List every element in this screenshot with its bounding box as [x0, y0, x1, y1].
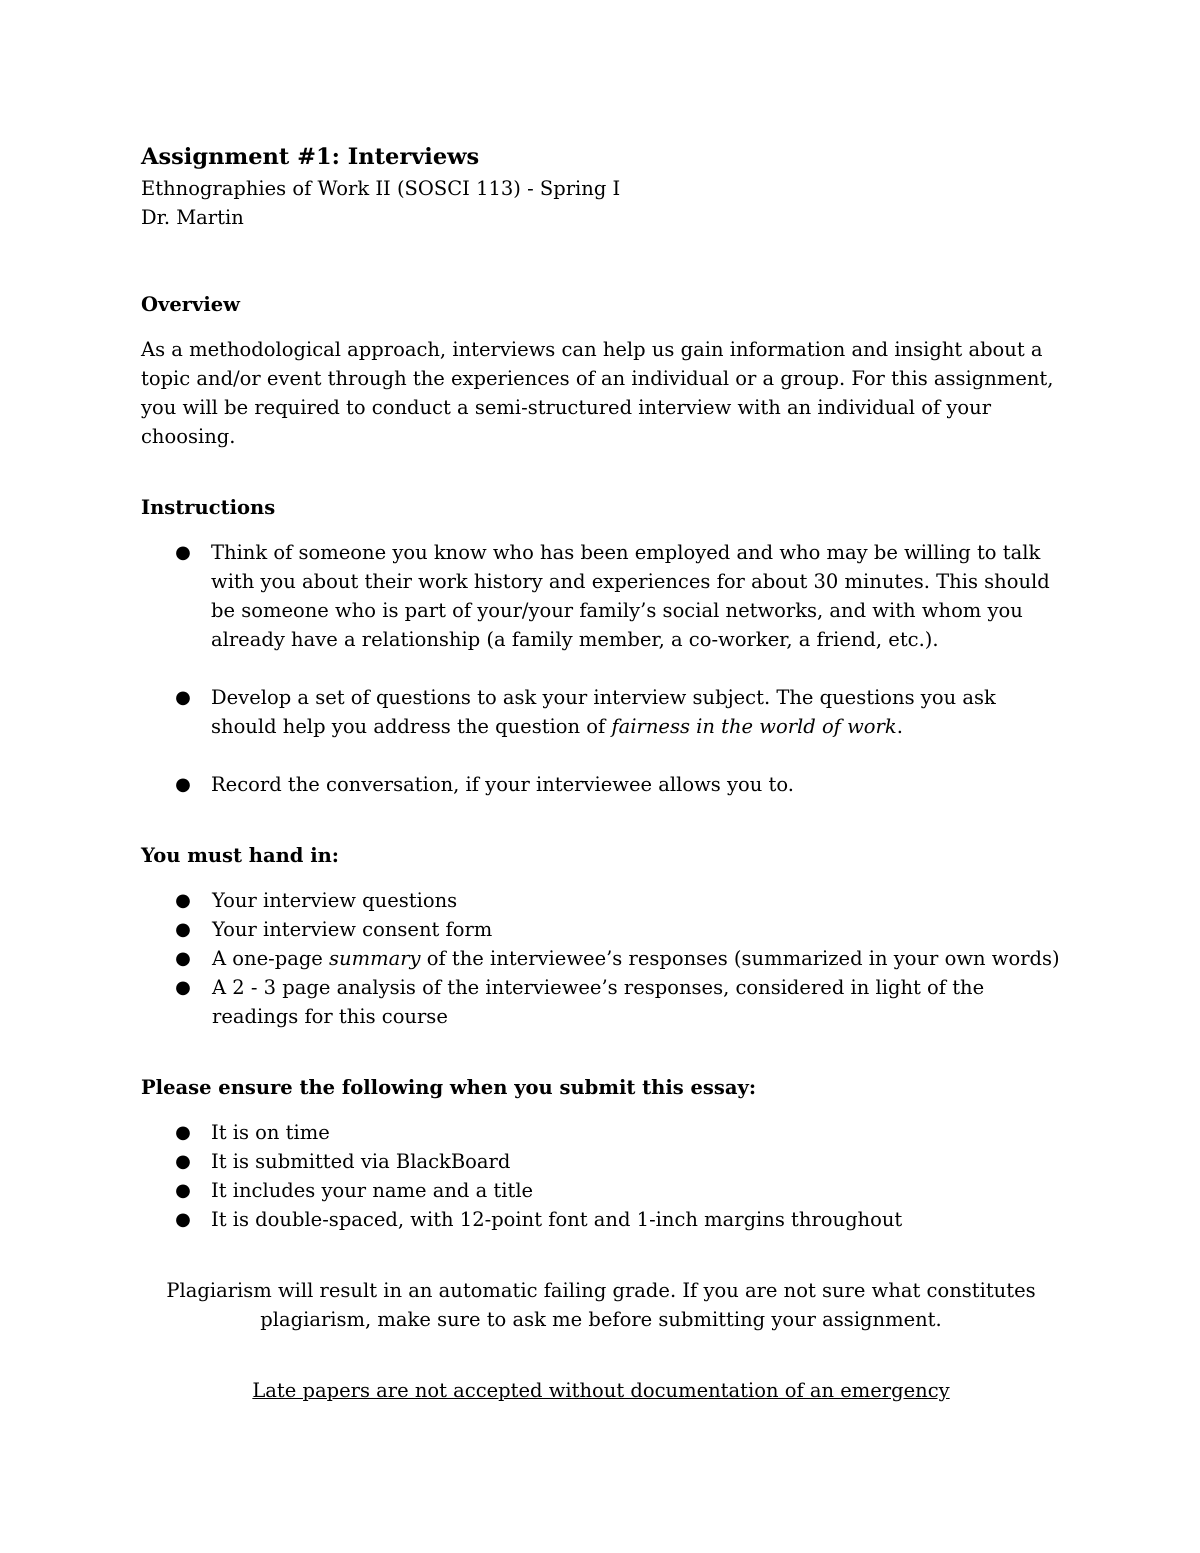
overview-heading: Overview	[141, 293, 240, 316]
instruction-text: Think of someone you know who has been employed and who may be willing to talk with you about their work history and experiences for about 30 minutes. This should be someone who is part of your/your family’s social networks, and with whom you already have a relationship (a family member, a co-worker, a friend, etc.).	[211, 541, 1050, 651]
hand-in-text-end: of the interviewee’s responses (summarized in your own words)	[420, 947, 1060, 970]
instructions-heading: Instructions	[141, 496, 276, 519]
hand-in-emphasis: summary	[329, 947, 421, 970]
list-item	[141, 973, 1061, 1031]
overview-text: As a methodological approach, interviews can help us gain information and insight about a topic and/or event through the experiences of an individual or a group. For this assignment, you will be required to conduct a semi-structured interview with an individual of your choosing.	[141, 338, 1054, 448]
ensure-text: It includes your name and a title	[211, 1179, 534, 1202]
list-item	[141, 1205, 1061, 1234]
list-item	[141, 538, 1061, 654]
bullet-icon: ●	[175, 774, 191, 795]
document-body	[141, 140, 1061, 1405]
instruction-text: Develop a set of questions to ask your interview subject. The questions you ask should help you address the question of	[211, 686, 996, 738]
list-item	[141, 683, 1061, 741]
ensure-text: It is double-spaced, with 12-point font and 1-inch margins throughout	[211, 1208, 903, 1231]
instruction-text: Record the conversation, if your interviewee allows you to.	[211, 773, 794, 796]
list-item	[141, 1176, 1061, 1205]
instruction-text-end: .	[896, 715, 903, 738]
ensure-list	[141, 1118, 1061, 1234]
assignment-title: Assignment #1: Interviews	[141, 144, 480, 170]
hand-in-heading: You must hand in:	[141, 844, 339, 867]
hand-in-text: A one-page	[212, 947, 330, 970]
bullet-icon: ●	[175, 687, 191, 708]
ensure-heading: Please ensure the following when you submit this essay:	[141, 1076, 757, 1099]
instructions-list	[141, 538, 1061, 799]
bullet-icon: ●	[175, 1209, 191, 1230]
instruction-emphasis: fairness in the world of work	[611, 715, 897, 738]
list-item	[141, 770, 1061, 799]
instructor-name: Dr. Martin	[141, 206, 244, 229]
hand-in-text: Your interview consent form	[212, 918, 493, 941]
bullet-icon: ●	[175, 948, 191, 969]
bullet-icon: ●	[175, 919, 191, 940]
ensure-text: It is on time	[211, 1121, 330, 1144]
bullet-icon: ●	[175, 542, 191, 563]
list-item	[141, 915, 1061, 944]
bullet-icon: ●	[175, 890, 191, 911]
late-policy-notice: Late papers are not accepted without documentation of an emergency	[252, 1379, 950, 1402]
list-item	[141, 1118, 1061, 1147]
bullet-icon: ●	[175, 1180, 191, 1201]
bullet-icon: ●	[175, 1122, 191, 1143]
list-item	[141, 944, 1061, 973]
bullet-icon: ●	[175, 1151, 191, 1172]
list-item	[141, 1147, 1061, 1176]
list-item	[141, 886, 1061, 915]
ensure-text: It is submitted via BlackBoard	[211, 1150, 511, 1173]
hand-in-text: Your interview questions	[212, 889, 458, 912]
hand-in-list	[141, 886, 1061, 1031]
course-name: Ethnographies of Work II (SOSCI 113) - Spring I	[141, 177, 621, 200]
plagiarism-notice: Plagiarism will result in an automatic failing grade. If you are not sure what constitutes plagiarism, make sure to ask me before submitting your assignment.	[166, 1279, 1036, 1331]
hand-in-text: A 2 - 3 page analysis of the interviewee’s responses, considered in light of the readings for this course	[212, 976, 985, 1028]
bullet-icon: ●	[175, 977, 191, 998]
